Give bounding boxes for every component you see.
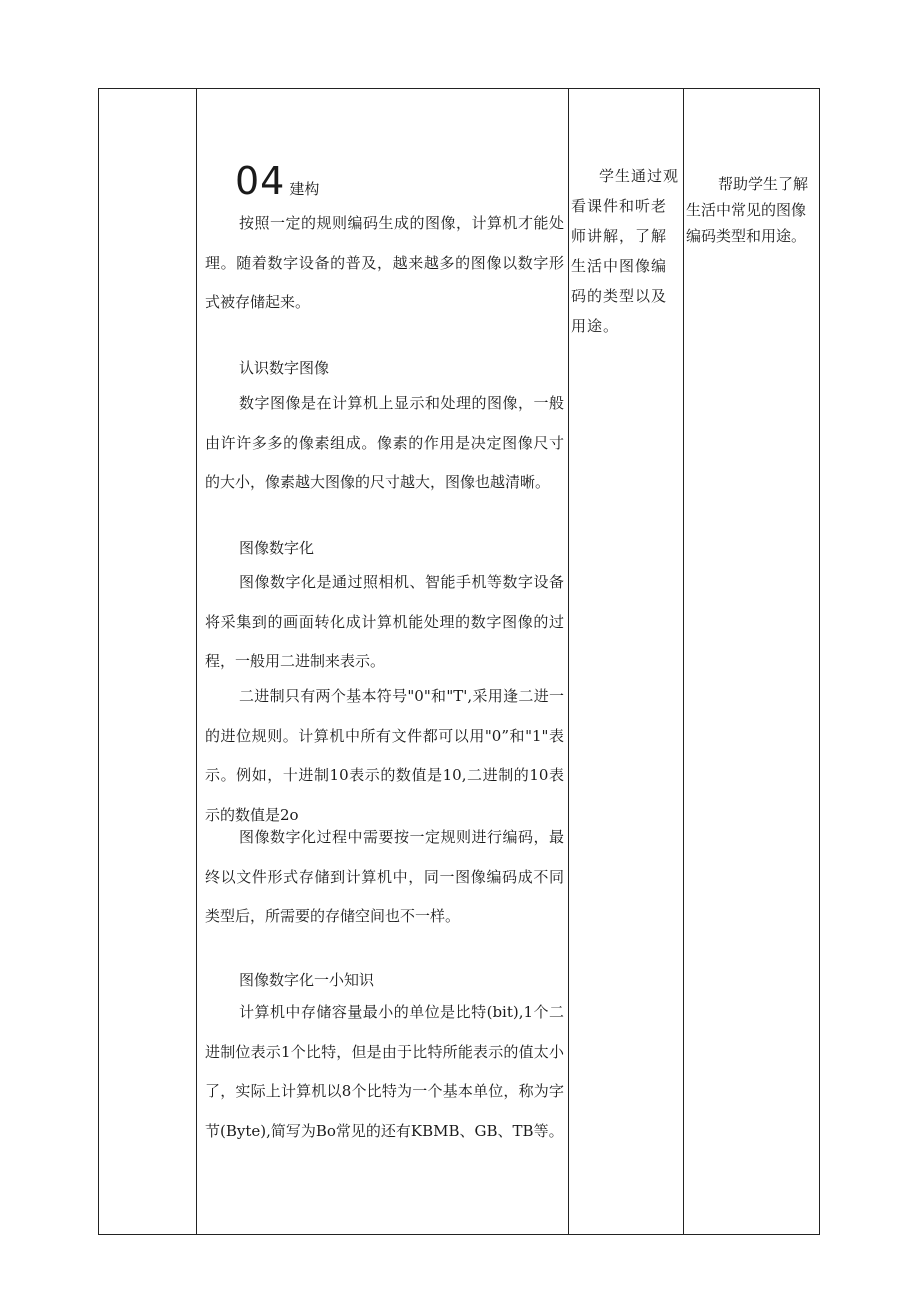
paragraph-storage-units: 计算机中存储容量最小的单位是比特(bit),1个二进制位表示1个比特，但是由于比特所能表示的值太小了，实际上计算机以8个比特为一个基本单位，称为字节(Byte),简写为Bo常见的还有KBMB、GB、TB等。 — [205, 1003, 564, 1140]
teaching-content-cell — [197, 89, 568, 1234]
subheading-knowledge: 图像数字化一小知识 — [239, 971, 375, 989]
empty-first-column — [99, 89, 196, 1234]
paragraph-binary: 二进制只有两个基本符号"0"和"T',采用逢二进一的进位规则。计算机中所有文件都可以用"0”和"1"表示。例如，十进制10表示的数值是10,二进制的10表示的数值是2o — [205, 687, 564, 824]
subheading-digitization: 图像数字化 — [239, 539, 315, 557]
section-number: 04 — [235, 159, 286, 203]
design-intent-cell — [684, 89, 820, 1234]
paragraph-encoding: 图像数字化过程中需要按一定规则进行编码，最终以文件形式存储到计算机中，同一图像编码成不同类型后，所需要的存储空间也不一样。 — [205, 828, 564, 925]
paragraph-digitization: 图像数字化是通过照相机、智能手机等数字设备将采集到的画面转化成计算机能处理的数字图像的过程，一般用二进制来表示。 — [205, 573, 564, 670]
intro-paragraph: 按照一定的规则编码生成的图像，计算机才能处理。随着数字设备的普及，越来越多的图像以数字形式被存储起来。 — [205, 214, 564, 311]
student-activity-text: 学生通过观看课件和听老师讲解，了解生活中图像编码的类型以及用途。 — [571, 167, 680, 335]
paragraph-digital-image: 数字图像是在计算机上显示和处理的图像，一般由许许多多的像素组成。像素的作用是决定图像尺寸的大小，像素越大图像的尺寸越大，图像也越清晰。 — [205, 394, 564, 491]
lesson-table — [98, 88, 820, 1235]
subheading-digital-image: 认识数字图像 — [239, 359, 330, 377]
design-intent-text: 帮助学生了解生活中常见的图像编码类型和用途。 — [686, 175, 809, 245]
section-title: 建构 — [289, 180, 320, 198]
student-activity-cell — [569, 89, 683, 1234]
section-heading — [235, 159, 319, 203]
